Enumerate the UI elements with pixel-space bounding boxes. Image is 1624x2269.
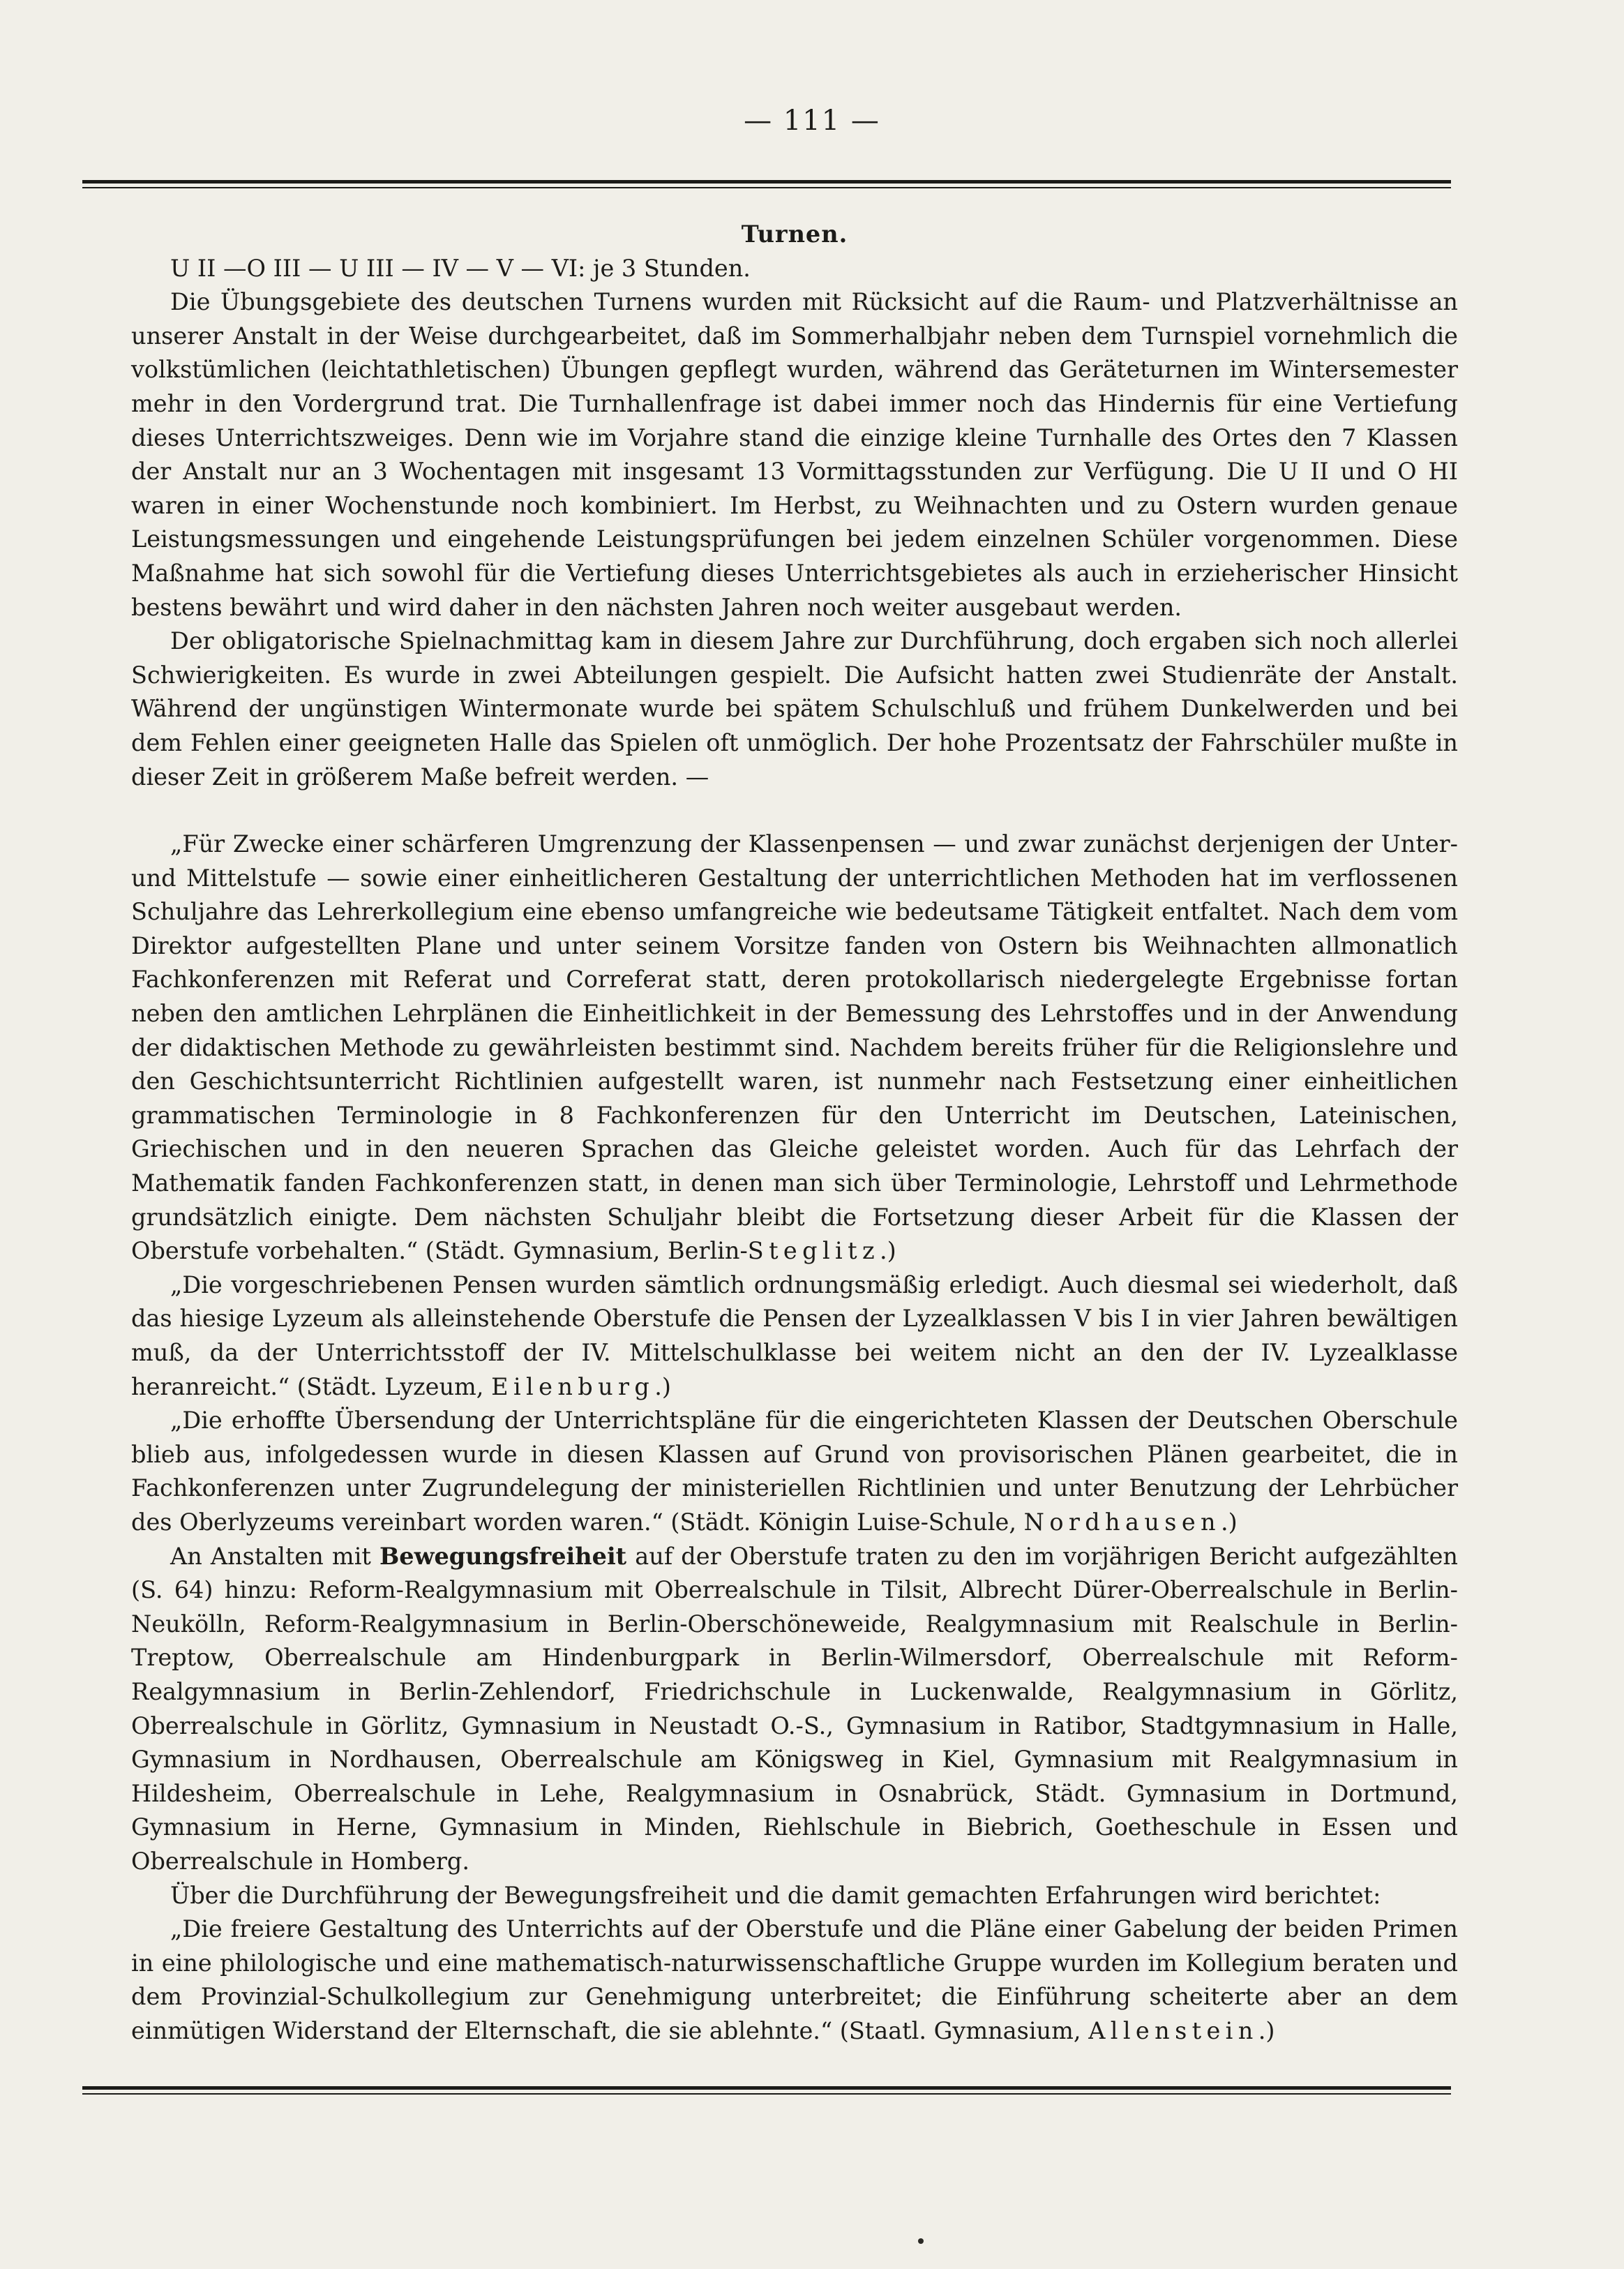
source-place: Steglitz xyxy=(747,1237,880,1265)
quote-text: „Für Zwecke einer schärferen Umgrenzung der Klassenpensen — und zwar zunächst derjenigen der Unter- und Mittelstufe — sowie einer einheitlicheren Gestaltung der unterrichtlichen Methoden hat im verflossenen Schuljahre das Lehrerkollegium eine ebenso umfangreiche wie bedeutsame Tätigkeit entfaltet. Nach dem vom Direktor aufgestellten Plane und unter seinem Vorsitze fanden von Ostern bis Weihnachten allmonatlich Fachkonferenzen mit Referat und Correferat statt, deren protokollarisch niedergelegte Ergebnisse fortan neben den amtlichen Lehrplänen die Einheitlichkeit in der Bemessung des Lehrstoffes und in der Anwendung der didaktischen Methode zu gewährleisten bestimmt sind. Nachdem bereits früher für die Religionslehre und den Geschichtsunterricht Richtlinien aufgestellt waren, ist nunmehr nach Festsetzung einer einheitlichen grammatischen Terminologie in 8 Fachkonferenzen für den Unterricht im Deutschen, Lateinischen, Griechischen und in den neueren Sprachen das Gleiche geleistet worden. Auch für das Lehrfach der Mathematik fanden Fachkonferenzen statt, in denen man sich über Terminologie, Lehrstoff und Lehrmethode grundsätzlich einigte. Dem nächsten Schuljahr bleibt die Fortsetzung dieser Arbeit für die Klassen der Oberstufe vorbehalten.“ xyxy=(131,830,1458,1265)
header-rule-thin xyxy=(82,187,1451,188)
section-title: Turnen. xyxy=(741,220,848,248)
steglitz-quote xyxy=(131,828,1458,1268)
body-text xyxy=(131,218,1458,2048)
turnen-paragraph-2: Der obligatorische Spielnachmittag kam in diesem Jahre zur Durchführung, doch ergaben sich noch allerlei Schwierigkeiten. Es wurde in zwei Abteilungen gespielt. Die Aufsicht hatten zwei Studienräte der Anstalt. Während der ungünstigen Wintermonate wurde bei spätem Schulschluß und frühem Dunkelwerden und bei dem Fehlen einer geeigneten Halle das Spielen oft unmöglich. Der hohe Prozentsatz der Fahrschüler mußte in dieser Zeit in größerem Maße befreit werden. — xyxy=(131,627,1458,791)
bold-term: Bewegungsfreiheit xyxy=(379,1542,627,1570)
source-place: Nordhausen xyxy=(1023,1508,1221,1536)
source-suffix: .) xyxy=(879,1237,896,1265)
source-place: Eilenburg xyxy=(491,1372,655,1400)
bewegungsfreiheit-paragraph xyxy=(131,1540,1458,1879)
schedule-line: U II —O III — U III — IV — V — VI: je 3 Stunden. xyxy=(170,254,751,282)
source-place: Allenstein xyxy=(1088,2016,1258,2044)
eilenburg-quote xyxy=(131,1268,1458,1404)
source-prefix: (Städt. Gymnasium, Berlin- xyxy=(425,1237,748,1265)
footer-rule-thick xyxy=(82,2086,1451,2090)
quote-text: „Die erhoffte Übersendung der Unterrichtspläne für die eingerichteten Klassen der Deutschen Oberschule blieb aus, infolgedessen wurde in diesen Klassen auf Grund von provisorischen Plänen gearbeitet, die in Fachkonferenzen unter Zugrundelegung der ministeriellen Richtlinien und unter Benutzung der Lehrbücher des Oberlyzeums vereinbart worden waren.“ xyxy=(131,1407,1458,1536)
quote-text: „Die vorgeschriebenen Pensen wurden sämtlich ordnungsmäßig erledigt. Auch diesmal sei wiederholt, daß das hiesige Lyzeum als alleinstehende Oberstufe die Pensen der Lyzealklassen V bis I in vier Jahren bewältigen muß, da der Unterrichtsstoff der IV. Mittelschulklasse bei weitem nicht an den der IV. Lyzealklasse heranreicht.“ xyxy=(131,1271,1458,1400)
source-prefix: (Staatl. Gymnasium, xyxy=(839,2016,1081,2044)
source-suffix: .) xyxy=(1221,1508,1238,1536)
rest-text: auf der Oberstufe traten zu den im vorjährigen Bericht aufgezählten (S. 64) hinzu: Reform-Realgymnasium mit Oberrealschule in Tilsit, Albrecht Dürer-Oberrealschule in Berlin-Neukölln, Reform-Realgymnasium in Berlin-Oberschöneweide, Realgymnasium mit Realschule in Berlin-Treptow, Oberrealschule am Hindenburgpark in Berlin-Wilmersdorf, Oberrealschule mit Reform-Realgymnasium in Berlin-Zehlendorf, Friedrichschule in Luckenwalde, Realgymnasium in Görlitz, Oberrealschule in Görlitz, Gymnasium in Neustadt O.-S., Gymnasium in Ratibor, Stadtgymnasium in Halle, Gymnasium in Nordhausen, Oberrealschule am Königsweg in Kiel, Gymnasium mit Realgymnasium in Hildesheim, Oberrealschule in Lehe, Realgymnasium in Osnabrück, Städt. Gymnasium in Dortmund, Gymnasium in Herne, Gymnasium in Minden, Riehlschule in Biebrich, Goetheschule in Essen und Oberrealschule in Homberg. xyxy=(131,1542,1458,1875)
source-suffix: .) xyxy=(654,1372,671,1400)
page-number: — 111 — xyxy=(744,105,880,137)
footer-rule-thin xyxy=(82,2093,1451,2095)
source-suffix: .) xyxy=(1258,2016,1275,2044)
allenstein-quote xyxy=(131,1912,1458,2048)
nordhausen-quote xyxy=(131,1404,1458,1539)
header-rule-thick xyxy=(82,180,1451,184)
source-prefix: (Städt. Königin Luise-Schule, xyxy=(670,1508,1016,1536)
paragraph-gap xyxy=(131,794,1458,828)
turnen-paragraph-1: Die Übungsgebiete des deutschen Turnens wurden mit Rücksicht auf die Raum- und Platzverhältnisse an unserer Anstalt in der Weise durchgearbeitet, daß im Sommerhalbjahr neben dem Turnspiel vornehmlich die volkstümlichen (leichtathletischen) Übungen gepflegt wurden, während das Geräteturnen im Wintersemester mehr in den Vordergrund trat. Die Turnhallenfrage ist dabei immer noch das Hindernis für eine Vertiefung dieses Unterrichtszweiges. Denn wie im Vorjahre stand die einzige kleine Turnhalle des Ortes den 7 Klassen der Anstalt nur an 3 Wochentagen mit insgesamt 13 Vormittagsstunden zur Verfügung. Die U II und O HI waren in einer Wochenstunde noch kombiniert. Im Herbst, zu Weihnachten und zu Ostern wurden genaue Leistungsmessungen und eingehende Leistungsprüfungen bei jedem einzelnen Schüler vorgenommen. Diese Maßnahme hat sich sowohl für die Vertiefung dieses Unterrichtsgebietes als auch in erzieherischer Hinsicht bestens bewährt und wird daher in den nächsten Jahren noch weiter ausgebaut werden. xyxy=(131,288,1458,621)
print-speck xyxy=(918,2238,924,2244)
quote-text: „Die freiere Gestaltung des Unterrichts auf der Oberstufe und die Pläne einer Gabelung der beiden Primen in eine philologische und eine mathematisch-naturwissenschaftliche Gruppe wurden im Kollegium beraten und dem Provinzial-Schulkollegium zur Genehmigung unterbreitet; die Einführung scheiterte aber an dem einmütigen Widerstand der Elternschaft, die sie ablehnte.“ xyxy=(131,1915,1458,2044)
durchfuehrung-intro: Über die Durchführung der Bewegungsfreiheit und die damit gemachten Erfahrungen wird berichtet: xyxy=(170,1881,1381,1909)
lead-text: An Anstalten mit xyxy=(170,1542,371,1570)
source-prefix: (Städt. Lyzeum, xyxy=(296,1372,484,1400)
